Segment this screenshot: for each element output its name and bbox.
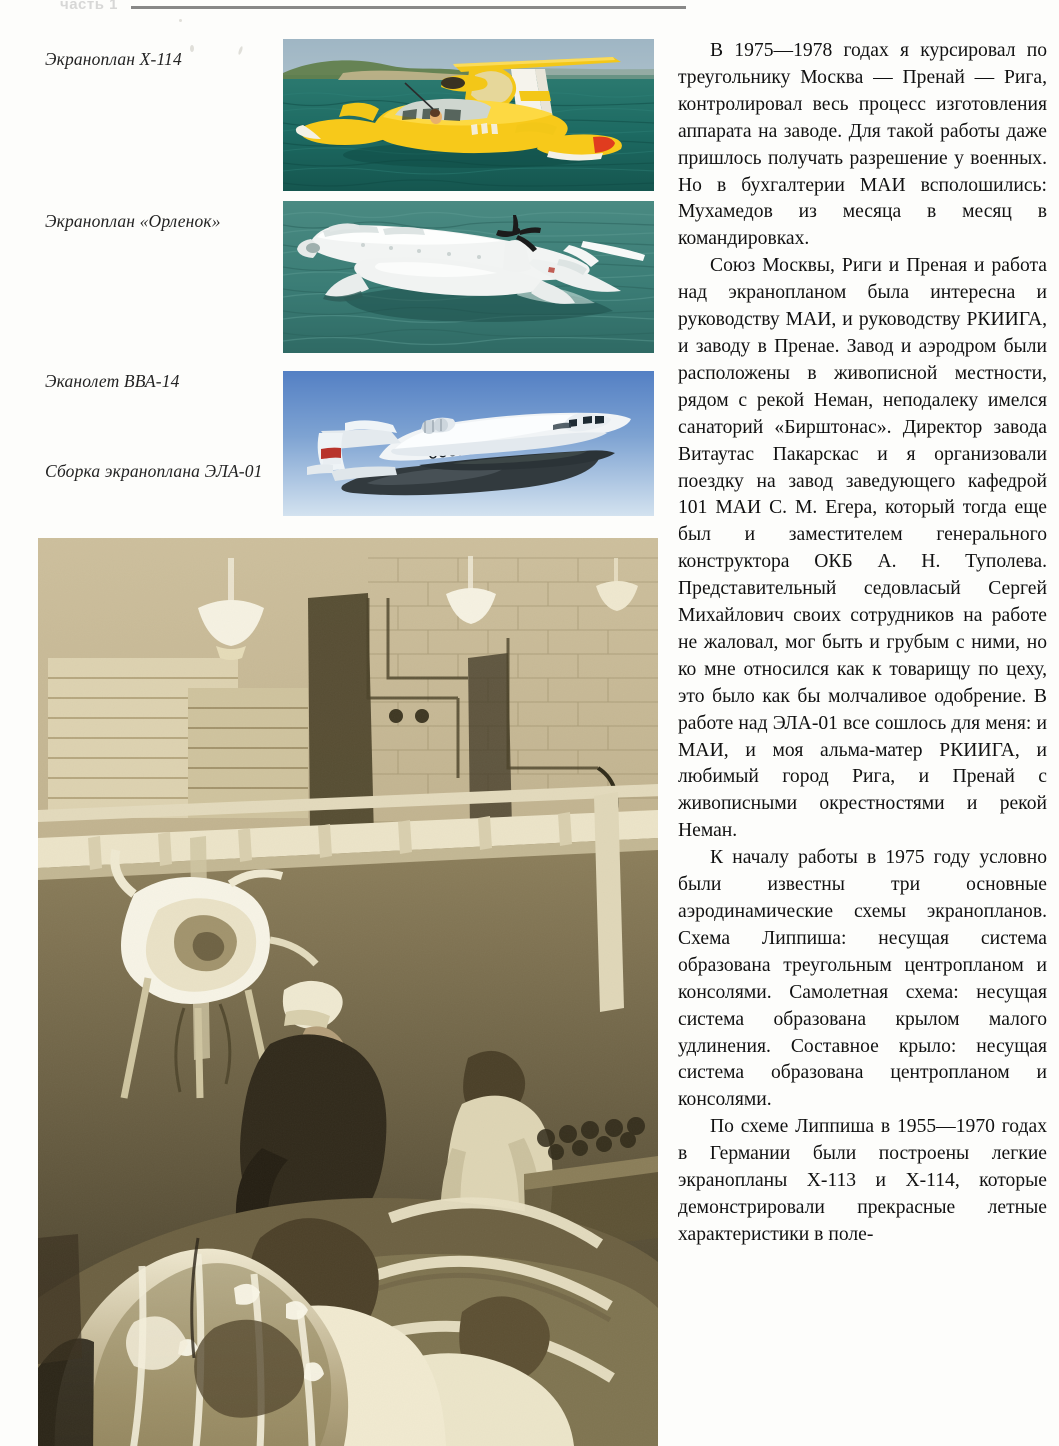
photo-vva14 — [283, 371, 654, 516]
photo-ela01-assembly — [38, 538, 658, 1446]
header-folio: часть 1 — [60, 0, 118, 13]
body-text-column — [678, 38, 1047, 1249]
body-paragraph-1: В 1975—1978 годах я курсировал по треугольнику Москва — Пренай — Рига, контролировал весь процесс изготовления аппарата на заводе. Для такой работы даже пришлось получать разрешение у военных. Но в бухгалтерии МАИ всполошились: Мухамедов из месяца в месяц в командировках. — [678, 40, 1047, 250]
scan-speck — [179, 19, 182, 22]
body-paragraph-4: По схеме Липпиша в 1955—1970 годах в Германии были построены легкие экранопланы Х-113 и Х-114, которые демонстрировали прекрасные летные характеристики в поле- — [678, 1116, 1047, 1245]
photo-x114 — [283, 39, 654, 191]
caption-vva14: Эканолет ВВА-14 — [45, 371, 180, 391]
body-paragraph-2: Союз Москвы, Риги и Преная и работа над экранопланом была интересна и руководству МАИ, и руководству РКИИГА, и заводу в Пренае. Завод и аэродром были расположены в живописной местности, рядом с рекой Неман, неподалеку имелся санаторий «Бирштонас». Директор завода Витаутас Пакарскас и я организовали поездку на завод заведующего кафедрой 101 МАИ С. М. Егера, который тогда еще был и заместителем генерального конструктора ОКБ А. Н. Туполева. Представительный седовласый Сергей Михайлович своих сотрудников на работе не жаловал, мог быть и грубым с ними, но ко мне относился как к товарищу по цеху, это было как бы молчаливое одобрение. В работе над ЭЛА-01 все сошлось для меня: и МАИ, и моя альма-матер РКИИГА, и любимый город Рига, и Пренай с живописными окрестностями и рекой Неман. — [678, 255, 1047, 842]
body-paragraph-3: К началу работы в 1975 году условно были известны три основные аэродинамические схемы экранопланов. Схема Липпиша: несущая система образована треугольным центропланом и консолями. Самолетная схема: несущая система образована крылом малого удлинения. Составное крыло: несущая система образована центропланом и консолями. — [678, 847, 1047, 1111]
header-rule — [131, 6, 686, 9]
caption-ela01: Сборка экраноплана ЭЛА-01 — [45, 461, 263, 481]
photo-orlyonok — [283, 201, 654, 353]
caption-orlyonok: Экраноплан «Орленок» — [45, 211, 221, 231]
caption-x114: Экраноплан Х-114 — [45, 49, 182, 69]
